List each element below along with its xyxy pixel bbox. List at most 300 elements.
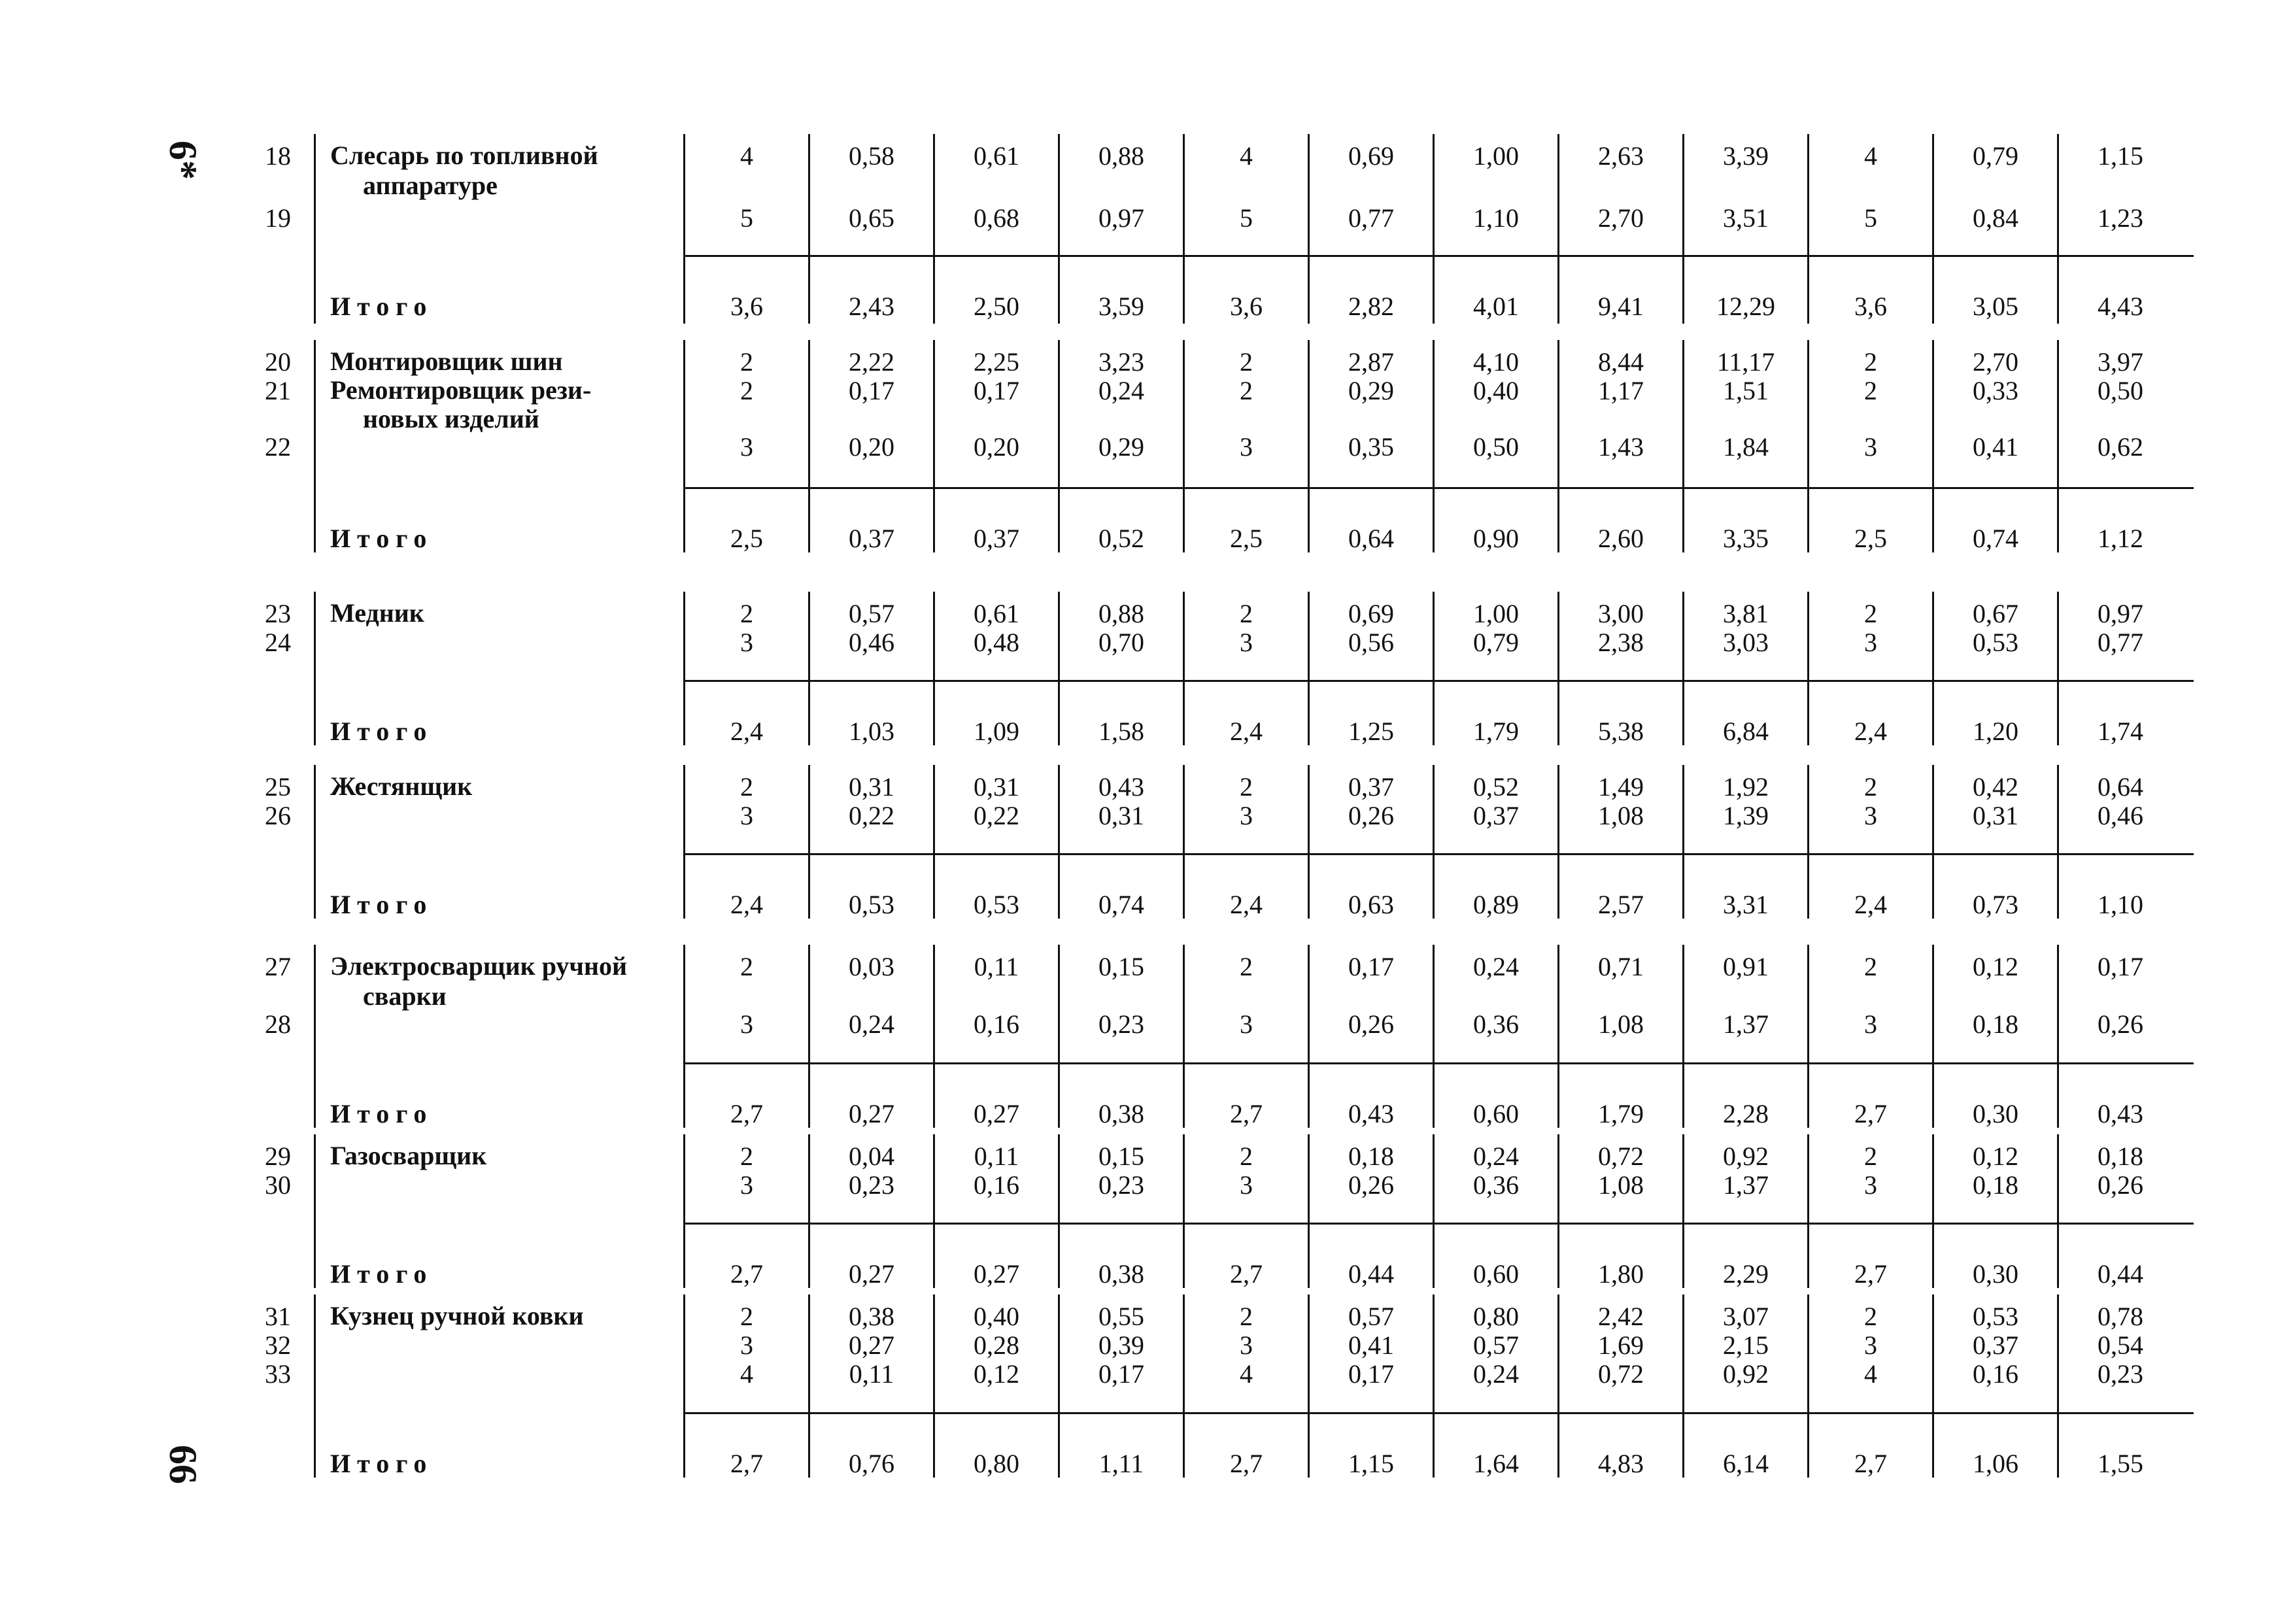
table-cell: 0,61 [974, 141, 1019, 171]
table-cell: 0,24 [1098, 376, 1144, 405]
total-label: Итого [330, 524, 434, 553]
table-cell: 3 [1864, 1009, 1877, 1039]
table-cell: 0,53 [1973, 628, 2018, 657]
total-cell: 2,4 [1230, 717, 1263, 746]
table-group [0, 771, 2295, 919]
table-cell: 4 [740, 1359, 753, 1389]
table-cell: 2,63 [1598, 141, 1644, 171]
total-cell: 2,7 [1854, 1099, 1887, 1128]
table-cell: 0,03 [849, 952, 894, 981]
table-cell: 3,51 [1723, 203, 1769, 233]
table-cell: 2,38 [1598, 628, 1644, 657]
table-cell: 0,31 [1973, 801, 2018, 830]
table-cell: 2 [1240, 772, 1253, 802]
table-cell: 0,40 [974, 1302, 1019, 1331]
total-cell: 2,7 [730, 1099, 763, 1128]
row-number: 29 [265, 1142, 291, 1171]
table-cell: 3,39 [1723, 141, 1769, 171]
table-cell: 0,78 [2098, 1302, 2143, 1331]
table-cell: 0,92 [1723, 1359, 1769, 1389]
table-group [0, 951, 2295, 1128]
total-cell: 4,43 [2098, 292, 2143, 321]
table-cell: 1,92 [1723, 772, 1769, 802]
table-cell: 3 [1240, 1170, 1253, 1200]
total-label: Итого [330, 1449, 434, 1478]
total-cell: 0,63 [1348, 890, 1394, 919]
table-cell: 0,50 [1473, 432, 1519, 462]
table-cell: 0,97 [1098, 203, 1144, 233]
table-cell: 0,17 [1098, 1359, 1144, 1389]
table-cell: 0,17 [2098, 952, 2143, 981]
table-cell: 0,23 [849, 1170, 894, 1200]
table-cell: 0,31 [1098, 801, 1144, 830]
table-cell: 2 [1864, 1302, 1877, 1331]
table-cell: 0,28 [974, 1330, 1019, 1360]
total-label: Итого [330, 890, 434, 919]
total-cell: 1,20 [1973, 717, 2018, 746]
table-cell: 2,15 [1723, 1330, 1769, 1360]
table-cell: 0,27 [849, 1330, 894, 1360]
table-cell: 0,22 [974, 801, 1019, 830]
table-cell: 3 [1864, 1170, 1877, 1200]
table-cell: 2 [1240, 347, 1253, 377]
table-cell: 0,57 [1473, 1330, 1519, 1360]
total-cell: 2,29 [1723, 1259, 1769, 1289]
total-cell: 2,7 [1854, 1449, 1887, 1478]
total-cell: 1,79 [1598, 1099, 1644, 1128]
table-cell: 2 [1240, 376, 1253, 405]
total-cell: 0,38 [1098, 1259, 1144, 1289]
table-cell: 1,51 [1723, 376, 1769, 405]
total-cell: 2,5 [1230, 524, 1263, 553]
table-cell: 0,46 [2098, 801, 2143, 830]
table-cell: 2 [1240, 599, 1253, 628]
row-number: 23 [265, 599, 291, 628]
table-cell: 0,53 [1973, 1302, 2018, 1331]
table-cell: 2 [1240, 1302, 1253, 1331]
spine-line [314, 134, 316, 324]
table-cell: 1,17 [1598, 376, 1644, 405]
table-cell: 0,15 [1098, 1142, 1144, 1171]
total-cell: 3,6 [730, 292, 763, 321]
row-number: 33 [265, 1359, 291, 1389]
table-cell: 0,70 [1098, 628, 1144, 657]
table-cell: 0,23 [2098, 1359, 2143, 1389]
page-mark-top: 6* [162, 141, 205, 180]
total-label: Итого [330, 1259, 434, 1289]
table-cell: 0,16 [974, 1009, 1019, 1039]
total-cell: 0,43 [1348, 1099, 1394, 1128]
total-label: Итого [330, 717, 434, 746]
total-cell: 0,73 [1973, 890, 2018, 919]
position-name: Слесарь по топливной [330, 141, 598, 170]
total-cell: 6,14 [1723, 1449, 1769, 1478]
total-label: Итого [330, 1099, 434, 1128]
position-name: аппаратуре [363, 171, 498, 200]
table-group [0, 1141, 2295, 1288]
total-cell: 0,90 [1473, 524, 1519, 553]
total-cell: 1,10 [2098, 890, 2143, 919]
table-cell: 2 [1864, 952, 1877, 981]
table-cell: 0,54 [2098, 1330, 2143, 1360]
table-cell: 0,36 [1473, 1009, 1519, 1039]
total-cell: 1,06 [1973, 1449, 2018, 1478]
table-group [0, 141, 2295, 324]
table-cell: 0,17 [974, 376, 1019, 405]
table-cell: 0,42 [1973, 772, 2018, 802]
spine-line [314, 592, 316, 745]
row-number: 27 [265, 952, 291, 981]
table-cell: 1,08 [1598, 801, 1644, 830]
table-cell: 0,04 [849, 1142, 894, 1171]
page-number: 66 [162, 1445, 205, 1484]
total-cell: 3,31 [1723, 890, 1769, 919]
table-cell: 3 [1240, 1330, 1253, 1360]
table-cell: 0,11 [974, 952, 1019, 981]
total-cell: 2,4 [1854, 717, 1887, 746]
table-cell: 1,39 [1723, 801, 1769, 830]
position-name: Газосварщик [330, 1141, 487, 1170]
table-cell: 2,42 [1598, 1302, 1644, 1331]
table-cell: 0,23 [1098, 1009, 1144, 1039]
position-name: Медник [330, 598, 424, 628]
table-cell: 0,26 [1348, 1009, 1394, 1039]
total-cell: 1,15 [1348, 1449, 1394, 1478]
total-cell: 0,44 [1348, 1259, 1394, 1289]
total-cell: 2,50 [974, 292, 1019, 321]
table-cell: 0,38 [849, 1302, 894, 1331]
table-cell: 0,12 [974, 1359, 1019, 1389]
table-cell: 0,12 [1973, 952, 2018, 981]
table-cell: 3 [740, 1170, 753, 1200]
table-cell: 0,36 [1473, 1170, 1519, 1200]
table-cell: 0,37 [1348, 772, 1394, 802]
table-cell: 2 [740, 772, 753, 802]
total-cell: 0,76 [849, 1449, 894, 1478]
total-cell: 0,37 [974, 524, 1019, 553]
total-cell: 2,7 [1230, 1449, 1263, 1478]
table-cell: 0,62 [2098, 432, 2143, 462]
total-cell: 1,79 [1473, 717, 1519, 746]
table-cell: 1,37 [1723, 1170, 1769, 1200]
table-cell: 2,70 [1973, 347, 2018, 377]
table-cell: 0,40 [1473, 376, 1519, 405]
table-cell: 0,24 [1473, 1359, 1519, 1389]
table-cell: 0,57 [1348, 1302, 1394, 1331]
total-cell: 2,7 [1230, 1099, 1263, 1128]
table-cell: 5 [1864, 203, 1877, 233]
table-cell: 3 [740, 801, 753, 830]
table-cell: 3 [1240, 432, 1253, 462]
total-cell: 2,4 [1230, 890, 1263, 919]
table-cell: 0,37 [1973, 1330, 2018, 1360]
table-cell: 1,08 [1598, 1170, 1644, 1200]
total-cell: 0,80 [974, 1449, 1019, 1478]
table-cell: 2 [740, 952, 753, 981]
total-cell: 1,12 [2098, 524, 2143, 553]
table-cell: 0,22 [849, 801, 894, 830]
total-separator [683, 1223, 2194, 1225]
table-cell: 1,43 [1598, 432, 1644, 462]
total-cell: 2,5 [730, 524, 763, 553]
total-cell: 1,25 [1348, 717, 1394, 746]
table-cell: 0,16 [1973, 1359, 2018, 1389]
table-cell: 0,26 [1348, 801, 1394, 830]
total-cell: 0,44 [2098, 1259, 2143, 1289]
table-cell: 0,56 [1348, 628, 1394, 657]
total-cell: 0,27 [974, 1259, 1019, 1289]
total-cell: 3,6 [1854, 292, 1887, 321]
table-cell: 0,41 [1348, 1330, 1394, 1360]
position-name: Кузнец ручной ковки [330, 1301, 584, 1330]
total-cell: 0,89 [1473, 890, 1519, 919]
table-cell: 0,65 [849, 203, 894, 233]
total-separator [683, 680, 2194, 682]
table-cell: 2 [1240, 952, 1253, 981]
table-cell: 0,11 [849, 1359, 894, 1389]
table-cell: 0,20 [849, 432, 894, 462]
total-cell: 1,03 [849, 717, 894, 746]
table-group [0, 1301, 2295, 1478]
table-cell: 0,69 [1348, 141, 1394, 171]
table-cell: 3 [740, 1330, 753, 1360]
table-cell: 2 [740, 1142, 753, 1171]
table-cell: 0,84 [1973, 203, 2018, 233]
table-cell: 0,72 [1598, 1142, 1644, 1171]
table-cell: 3 [740, 1009, 753, 1039]
table-cell: 0,88 [1098, 599, 1144, 628]
table-cell: 5 [1240, 203, 1253, 233]
row-number: 21 [265, 376, 291, 405]
table-cell: 0,72 [1598, 1359, 1644, 1389]
table-cell: 0,61 [974, 599, 1019, 628]
table-cell: 8,44 [1598, 347, 1644, 377]
table-cell: 0,97 [2098, 599, 2143, 628]
table-cell: 3,23 [1098, 347, 1144, 377]
table-cell: 3 [1240, 801, 1253, 830]
table-cell: 0,24 [1473, 952, 1519, 981]
table-cell: 0,33 [1973, 376, 2018, 405]
table-cell: 0,29 [1098, 432, 1144, 462]
table-cell: 0,80 [1473, 1302, 1519, 1331]
table-cell: 0,57 [849, 599, 894, 628]
table-cell: 0,18 [1973, 1009, 2018, 1039]
table-cell: 3,97 [2098, 347, 2143, 377]
table-cell: 3,07 [1723, 1302, 1769, 1331]
spine-line [314, 945, 316, 1128]
total-cell: 1,74 [2098, 717, 2143, 746]
table-cell: 1,49 [1598, 772, 1644, 802]
total-cell: 3,05 [1973, 292, 2018, 321]
total-cell: 0,60 [1473, 1259, 1519, 1289]
total-cell: 4,01 [1473, 292, 1519, 321]
total-cell: 0,37 [849, 524, 894, 553]
table-cell: 0,18 [1348, 1142, 1394, 1171]
spine-line [314, 340, 316, 552]
table-cell: 2 [1864, 376, 1877, 405]
table-group [0, 347, 2295, 552]
spine-line [314, 1294, 316, 1478]
total-cell: 2,4 [1854, 890, 1887, 919]
table-cell: 4 [1240, 141, 1253, 171]
total-cell: 0,53 [974, 890, 1019, 919]
spine-line [314, 765, 316, 919]
table-cell: 0,43 [1098, 772, 1144, 802]
total-cell: 0,30 [1973, 1099, 2018, 1128]
total-cell: 3,59 [1098, 292, 1144, 321]
table-cell: 0,29 [1348, 376, 1394, 405]
table-cell: 0,17 [849, 376, 894, 405]
total-cell: 1,11 [1098, 1449, 1144, 1478]
table-cell: 1,23 [2098, 203, 2143, 233]
total-cell: 0,38 [1098, 1099, 1144, 1128]
total-cell: 3,35 [1723, 524, 1769, 553]
table-cell: 0,26 [2098, 1009, 2143, 1039]
total-cell: 1,55 [2098, 1449, 2143, 1478]
table-cell: 1,10 [1473, 203, 1519, 233]
total-cell: 1,80 [1598, 1259, 1644, 1289]
table-cell: 3,00 [1598, 599, 1644, 628]
table-cell: 2 [740, 1302, 753, 1331]
row-number: 22 [265, 432, 291, 462]
table-cell: 0,67 [1973, 599, 2018, 628]
table-cell: 1,00 [1473, 599, 1519, 628]
total-cell: 2,28 [1723, 1099, 1769, 1128]
total-cell: 2,82 [1348, 292, 1394, 321]
table-cell: 0,92 [1723, 1142, 1769, 1171]
total-cell: 2,7 [730, 1259, 763, 1289]
table-cell: 0,58 [849, 141, 894, 171]
table-cell: 2 [740, 347, 753, 377]
table-cell: 0,37 [1473, 801, 1519, 830]
total-cell: 9,41 [1598, 292, 1644, 321]
table-cell: 0,16 [974, 1170, 1019, 1200]
total-cell: 2,60 [1598, 524, 1644, 553]
table-cell: 0,20 [974, 432, 1019, 462]
table-cell: 0,35 [1348, 432, 1394, 462]
total-separator [683, 1062, 2194, 1064]
total-cell: 0,74 [1973, 524, 2018, 553]
row-number: 19 [265, 203, 291, 233]
total-cell: 1,09 [974, 717, 1019, 746]
table-cell: 0,91 [1723, 952, 1769, 981]
total-cell: 5,38 [1598, 717, 1644, 746]
table-cell: 3 [1864, 432, 1877, 462]
table-cell: 2,70 [1598, 203, 1644, 233]
table-cell: 3,81 [1723, 599, 1769, 628]
table-cell: 0,55 [1098, 1302, 1144, 1331]
spine-line [314, 1134, 316, 1288]
row-number: 18 [265, 141, 291, 171]
table-cell: 0,64 [2098, 772, 2143, 802]
table-cell: 1,08 [1598, 1009, 1644, 1039]
total-cell: 0,27 [974, 1099, 1019, 1128]
table-cell: 4,10 [1473, 347, 1519, 377]
total-separator [683, 255, 2194, 257]
row-number: 28 [265, 1009, 291, 1039]
total-cell: 2,4 [730, 717, 763, 746]
table-cell: 1,84 [1723, 432, 1769, 462]
total-cell: 0,43 [2098, 1099, 2143, 1128]
table-cell: 0,24 [849, 1009, 894, 1039]
total-cell: 0,27 [849, 1099, 894, 1128]
total-cell: 3,6 [1230, 292, 1263, 321]
table-cell: 2,25 [974, 347, 1019, 377]
table-cell: 3 [1864, 628, 1877, 657]
table-cell: 0,24 [1473, 1142, 1519, 1171]
table-cell: 0,23 [1098, 1170, 1144, 1200]
total-cell: 2,5 [1854, 524, 1887, 553]
table-cell: 0,39 [1098, 1330, 1144, 1360]
table-cell: 2 [740, 599, 753, 628]
total-cell: 0,74 [1098, 890, 1144, 919]
table-cell: 0,68 [974, 203, 1019, 233]
table-cell: 3 [740, 628, 753, 657]
table-cell: 0,31 [974, 772, 1019, 802]
table-cell: 0,46 [849, 628, 894, 657]
table-cell: 0,12 [1973, 1142, 2018, 1171]
total-cell: 12,29 [1716, 292, 1775, 321]
total-cell: 2,57 [1598, 890, 1644, 919]
table-cell: 4 [1240, 1359, 1253, 1389]
table-cell: 2 [1864, 347, 1877, 377]
row-number: 30 [265, 1170, 291, 1200]
table-cell: 0,71 [1598, 952, 1644, 981]
total-label: Итого [330, 292, 434, 321]
table-cell: 0,88 [1098, 141, 1144, 171]
table-cell: 2 [1864, 772, 1877, 802]
row-number: 25 [265, 772, 291, 802]
position-name: Электросварщик ручной [330, 951, 628, 981]
total-cell: 0,27 [849, 1259, 894, 1289]
total-cell: 1,64 [1473, 1449, 1519, 1478]
table-cell: 2,87 [1348, 347, 1394, 377]
row-number: 20 [265, 347, 291, 377]
table-cell: 0,48 [974, 628, 1019, 657]
table-cell: 0,77 [2098, 628, 2143, 657]
total-cell: 1,58 [1098, 717, 1144, 746]
total-cell: 4,83 [1598, 1449, 1644, 1478]
table-cell: 0,69 [1348, 599, 1394, 628]
table-cell: 2,22 [849, 347, 894, 377]
table-cell: 0,18 [1973, 1170, 2018, 1200]
total-cell: 2,7 [1230, 1259, 1263, 1289]
table-cell: 0,17 [1348, 1359, 1394, 1389]
table-cell: 5 [740, 203, 753, 233]
position-name: сварки [363, 981, 447, 1011]
table-cell: 0,41 [1973, 432, 2018, 462]
table-cell: 1,00 [1473, 141, 1519, 171]
total-separator [683, 487, 2194, 489]
table-cell: 11,17 [1716, 347, 1775, 377]
row-number: 32 [265, 1330, 291, 1360]
total-cell: 2,4 [730, 890, 763, 919]
table-cell: 3 [1864, 801, 1877, 830]
table-cell: 0,26 [2098, 1170, 2143, 1200]
table-cell: 3 [1240, 1009, 1253, 1039]
table-group [0, 598, 2295, 745]
table-cell: 2 [1864, 1142, 1877, 1171]
table-cell: 1,15 [2098, 141, 2143, 171]
total-cell: 0,64 [1348, 524, 1394, 553]
table-cell: 1,69 [1598, 1330, 1644, 1360]
row-number: 26 [265, 801, 291, 830]
total-cell: 0,60 [1473, 1099, 1519, 1128]
table-cell: 3,03 [1723, 628, 1769, 657]
table-cell: 0,18 [2098, 1142, 2143, 1171]
table-cell: 2 [1240, 1142, 1253, 1171]
position-name: Жестянщик [330, 771, 473, 801]
